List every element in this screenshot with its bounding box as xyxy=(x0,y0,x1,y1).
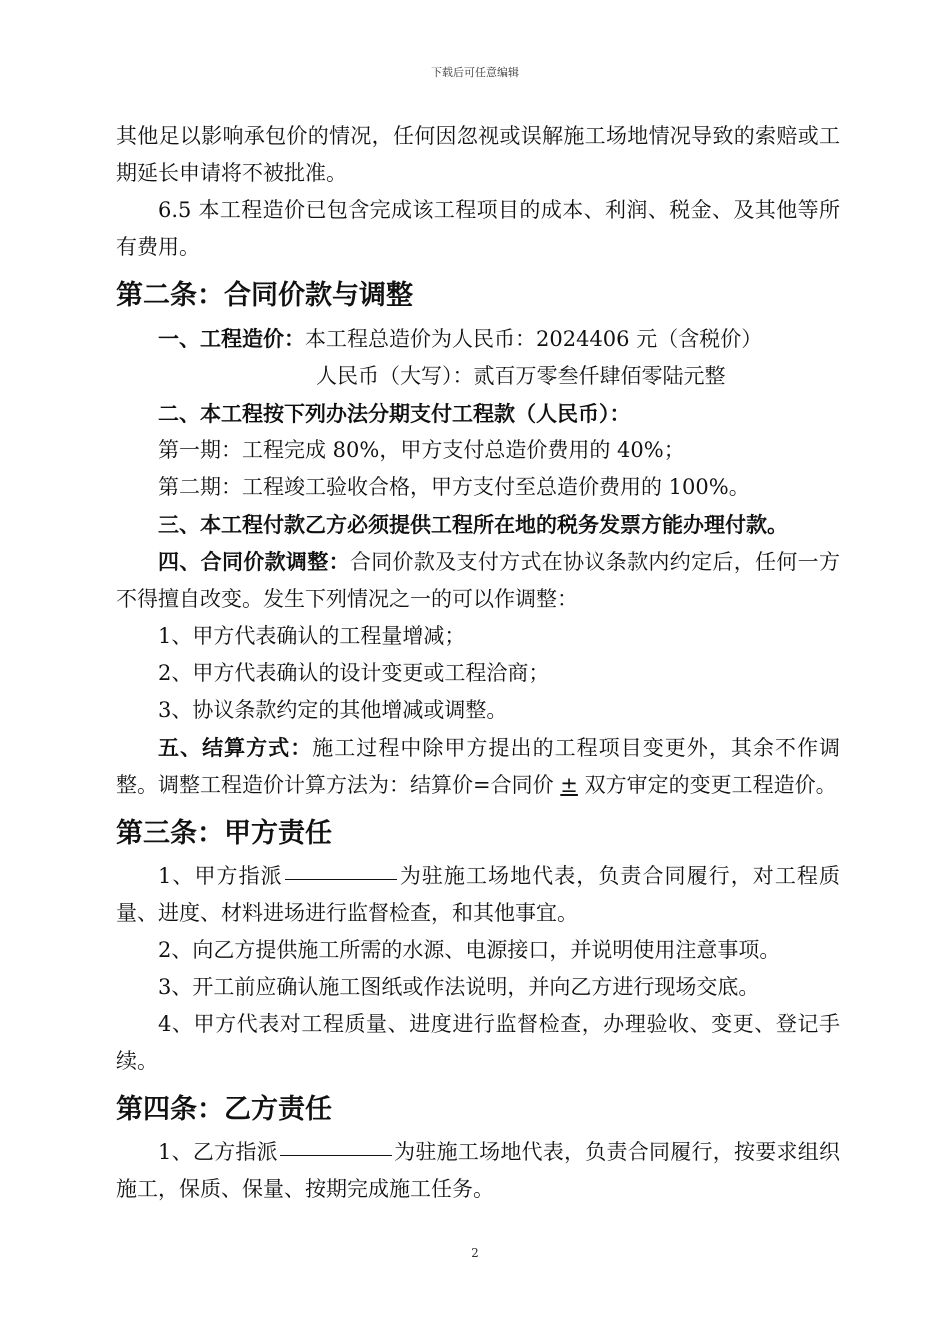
settlement-label: 五、结算方式： xyxy=(158,735,313,760)
invoice-requirement: 三、本工程付款乙方必须提供工程所在地的税务发票方能办理付款。 xyxy=(158,512,788,537)
party-a-responsibility-2: 2、向乙方提供施工所需的水源、电源接口，并说明使用注意事项。 xyxy=(158,938,781,962)
price-text: 本工程总造价为人民币：2024406 元（含税价） xyxy=(305,327,763,351)
price-adjustment-label: 四、合同价款调整： xyxy=(158,549,350,574)
payment-phase-1: 第一期：工程完成 80%，甲方支付总造价费用的 40%； xyxy=(158,438,685,462)
party-a-responsibility-3: 3、开工前应确认施工图纸或作法说明，并向乙方进行现场交底。 xyxy=(158,975,760,999)
settlement-method xyxy=(116,729,840,804)
header-note: 下载后可任意编辑 xyxy=(431,66,519,79)
section-2-title: 第二条：合同价款与调整 xyxy=(116,280,413,311)
party-b-responsibility-text: 为驻施工场地代表，负责合同履行，按要求组织施工，保质、保量、按期完成施工任务。 xyxy=(116,1140,840,1201)
settlement-text-b: 双方审定的变更工程造价。 xyxy=(577,773,837,797)
price-adjustment xyxy=(116,543,840,618)
section-3-title: 第三条：甲方责任 xyxy=(116,818,332,849)
price-in-words: 人民币（大写）：贰百万零叁仟肆佰零陆元整 xyxy=(316,364,726,388)
settlement-text-a: 施工过程中除甲方提出的工程项目变更外，其余不作调整。调整工程造价计算方法为：结算价=合同价 xyxy=(116,736,840,797)
party-a-representative-label: 1、甲方指派 xyxy=(158,864,283,888)
party-a-representative-blank[interactable] xyxy=(285,878,397,880)
party-b-responsibility-1 xyxy=(116,1134,840,1208)
plus-minus-symbol: ± xyxy=(560,773,578,797)
price-label: 一、工程造价： xyxy=(158,326,305,351)
paragraph-6-5: 6.5 本工程造价已包含完成该工程项目的成本、利润、税金、及其他等所有费用。 xyxy=(116,198,840,259)
paragraph-continued: 其他足以影响承包价的情况，任何因忽视或误解施工场地情况导致的索赔或工期延长申请将不被批准。 xyxy=(116,124,840,185)
adjustment-case-2: 2、甲方代表确认的设计变更或工程洽商； xyxy=(158,661,550,685)
section-4-title: 第四条：乙方责任 xyxy=(116,1094,332,1125)
adjustment-case-1: 1、甲方代表确认的工程量增减； xyxy=(158,624,466,648)
party-b-representative-blank[interactable] xyxy=(280,1154,392,1156)
price-adjustment-text: 合同价款及支付方式在协议条款内约定后，任何一方不得擅自改变。发生下列情况之一的可以作调整： xyxy=(116,550,841,611)
adjustment-case-3: 3、协议条款约定的其他增减或调整。 xyxy=(158,698,508,722)
price-item xyxy=(116,320,840,358)
party-a-responsibility-1 xyxy=(116,858,840,932)
payment-phase-2: 第二期：工程竣工验收合格，甲方支付至总造价费用的 100%。 xyxy=(158,475,750,499)
payment-method-heading: 二、本工程按下列办法分期支付工程款（人民币）： xyxy=(158,401,631,426)
party-a-responsibility-4: 4、甲方代表对工程质量、进度进行监督检查，办理验收、变更、登记手续。 xyxy=(116,1012,840,1073)
document-body xyxy=(116,118,840,1208)
party-b-representative-label: 1、乙方指派 xyxy=(158,1140,278,1164)
page-number: 2 xyxy=(471,1246,479,1260)
party-a-responsibility-text: 为驻施工场地代表，负责合同履行，对工程质量、进度、材料进场进行监督检查，和其他事宜。 xyxy=(116,864,840,925)
